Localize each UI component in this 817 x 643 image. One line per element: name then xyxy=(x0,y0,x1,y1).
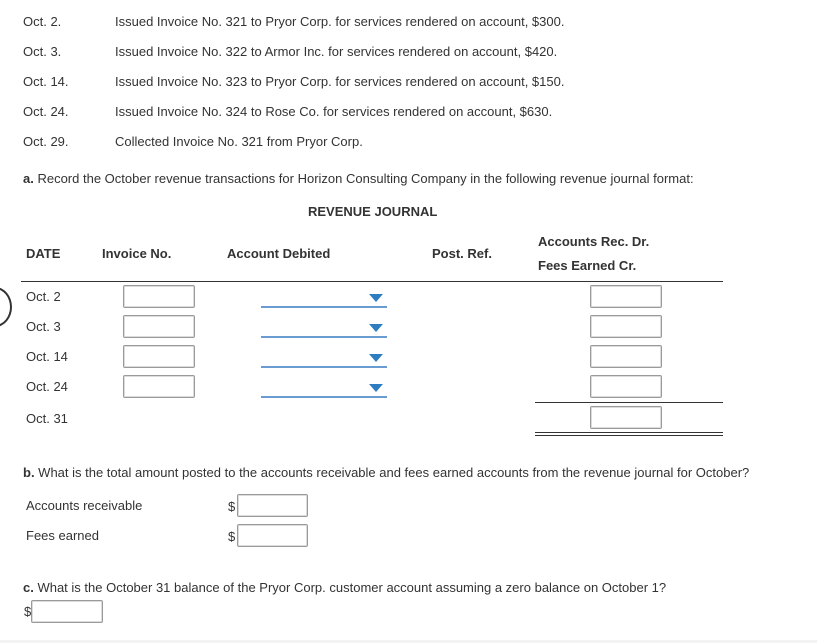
part-c-letter: c. xyxy=(23,580,34,595)
pryor-balance-input[interactable] xyxy=(31,600,103,623)
header-divider xyxy=(21,281,723,282)
amount-input[interactable] xyxy=(590,375,662,398)
transaction-text: Issued Invoice No. 323 to Pryor Corp. for services rendered on account, $150. xyxy=(115,74,565,89)
part-c-text: What is the October 31 balance of the Pryor Corp. customer account assuming a zero balance on October 1? xyxy=(33,580,667,595)
row-date: Oct. 14 xyxy=(26,349,68,364)
accounts-receivable-input[interactable] xyxy=(237,494,308,517)
account-debited-select[interactable] xyxy=(261,376,387,398)
part-c-question xyxy=(23,580,666,595)
transaction-date: Oct. 2. xyxy=(23,14,62,29)
header-account-debited: Account Debited xyxy=(227,246,331,261)
accounts-receivable-label: Accounts receivable xyxy=(26,498,143,513)
account-debited-select[interactable] xyxy=(261,286,387,308)
invoice-input[interactable] xyxy=(123,345,195,368)
transaction-date: Oct. 29. xyxy=(23,134,69,149)
part-a-letter: a. xyxy=(23,171,34,186)
header-amount-line2: Fees Earned Cr. xyxy=(538,258,637,273)
circle-marker xyxy=(0,287,12,327)
header-invoice: Invoice No. xyxy=(102,246,172,261)
part-b-text: What is the total amount posted to the accounts receivable and fees earned accounts from the revenue journal for October? xyxy=(34,465,750,480)
currency-symbol: $ xyxy=(24,604,32,619)
account-debited-select[interactable] xyxy=(261,346,387,368)
invoice-input[interactable] xyxy=(123,375,195,398)
transaction-date: Oct. 24. xyxy=(23,104,69,119)
fees-earned-label: Fees earned xyxy=(26,528,99,543)
chevron-down-icon xyxy=(369,294,383,302)
part-a-question xyxy=(23,171,694,186)
currency-symbol: $ xyxy=(228,529,236,544)
row-date: Oct. 24 xyxy=(26,379,68,394)
row-date: Oct. 2 xyxy=(26,289,61,304)
transaction-text: Issued Invoice No. 324 to Rose Co. for services rendered on account, $630. xyxy=(115,104,553,119)
transaction-date: Oct. 3. xyxy=(23,44,62,59)
transaction-text: Issued Invoice No. 321 to Pryor Corp. for services rendered on account, $300. xyxy=(115,14,565,29)
header-amount-line1: Accounts Rec. Dr. xyxy=(538,234,650,249)
transaction-text: Collected Invoice No. 321 from Pryor Corp. xyxy=(115,134,363,149)
total-rule xyxy=(535,402,723,403)
part-b-question xyxy=(23,465,749,480)
total-row-date: Oct. 31 xyxy=(26,411,68,426)
amount-input[interactable] xyxy=(590,315,662,338)
fees-earned-input[interactable] xyxy=(237,524,308,547)
amount-input[interactable] xyxy=(590,345,662,368)
double-rule-bottom xyxy=(535,435,723,436)
part-b-letter: b. xyxy=(23,465,35,480)
chevron-down-icon xyxy=(369,384,383,392)
header-post-ref: Post. Ref. xyxy=(432,246,492,261)
invoice-input[interactable] xyxy=(123,315,195,338)
transaction-date: Oct. 14. xyxy=(23,74,69,89)
total-amount-input[interactable] xyxy=(590,406,662,429)
part-a-text: Record the October revenue transactions for Horizon Consulting Company in the following revenue journal format: xyxy=(33,171,694,186)
amount-input[interactable] xyxy=(590,285,662,308)
currency-symbol: $ xyxy=(228,499,236,514)
journal-title: REVENUE JOURNAL xyxy=(308,204,438,219)
double-rule-top xyxy=(535,432,723,433)
row-date: Oct. 3 xyxy=(26,319,61,334)
chevron-down-icon xyxy=(369,354,383,362)
transaction-text: Issued Invoice No. 322 to Armor Inc. for services rendered on account, $420. xyxy=(115,44,558,59)
account-debited-select[interactable] xyxy=(261,316,387,338)
header-date: DATE xyxy=(26,246,61,261)
chevron-down-icon xyxy=(369,324,383,332)
invoice-input[interactable] xyxy=(123,285,195,308)
